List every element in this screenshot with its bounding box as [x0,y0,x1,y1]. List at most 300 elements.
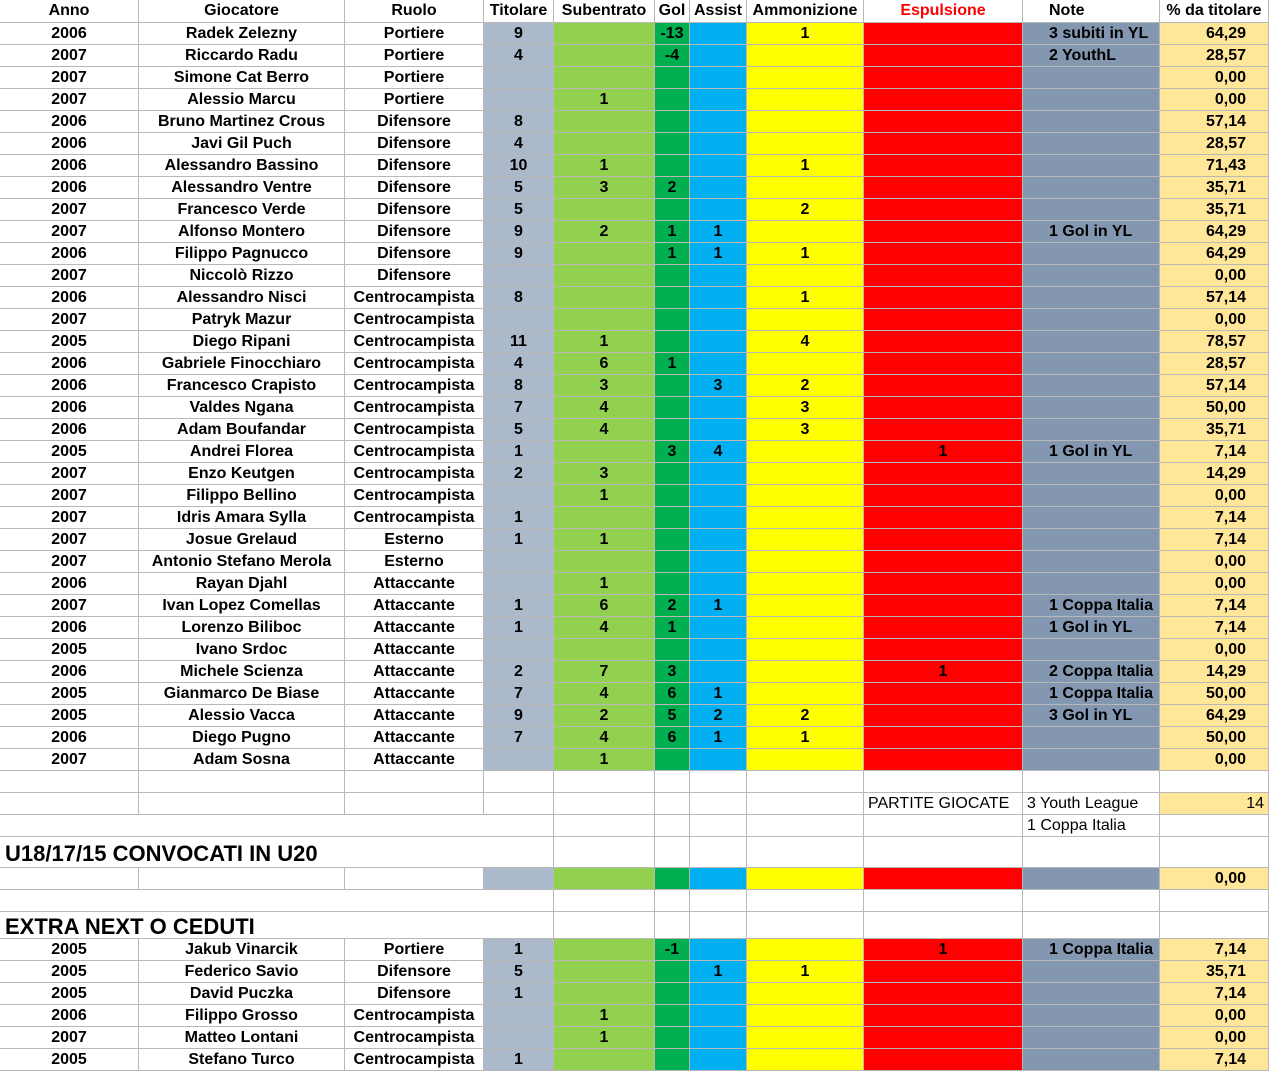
cell-titolare[interactable]: 5 [484,961,554,983]
cell-titolare[interactable]: 1 [484,1049,554,1071]
cell-assist[interactable]: 1 [690,243,747,265]
empty-cell[interactable] [864,912,1023,939]
empty-cell[interactable] [1160,837,1269,868]
cell-note[interactable] [1023,133,1160,155]
cell-subentrato[interactable]: 4 [554,419,655,441]
cell-ammonizione[interactable] [747,265,864,287]
cell-anno[interactable]: 2006 [0,661,139,683]
cell-assist[interactable] [690,939,747,961]
header-assist[interactable]: Assist [690,0,747,23]
cell-anno[interactable]: 2007 [0,463,139,485]
cell-giocatore[interactable]: Filippo Bellino [139,485,345,507]
cell-giocatore[interactable]: Niccolò Rizzo [139,265,345,287]
cell-assist[interactable] [690,309,747,331]
cell-ammonizione[interactable]: 4 [747,331,864,353]
cell-gol[interactable] [655,639,690,661]
cell-espulsione[interactable] [864,155,1023,177]
cell-percent[interactable]: 7,14 [1160,595,1269,617]
cell-ruolo[interactable]: Attaccante [345,617,484,639]
cell-ammonizione[interactable] [747,221,864,243]
cell-espulsione[interactable] [864,551,1023,573]
cell-ammonizione[interactable]: 1 [747,727,864,749]
cell-subentrato[interactable]: 1 [554,529,655,551]
cell-subentrato[interactable]: 4 [554,683,655,705]
partite-total[interactable]: 14 [1160,793,1269,815]
cell-gol[interactable]: 1 [655,617,690,639]
cell-gol[interactable] [655,133,690,155]
cell-gol[interactable] [655,1049,690,1071]
cell-subentrato[interactable] [554,507,655,529]
cell-ammonizione[interactable]: 1 [747,155,864,177]
cell-note[interactable] [1023,529,1160,551]
cell-percent[interactable]: 35,71 [1160,419,1269,441]
cell-subentrato[interactable]: 1 [554,485,655,507]
cell-ammonizione[interactable] [747,1027,864,1049]
cell-titolare[interactable] [484,67,554,89]
cell-espulsione[interactable] [864,67,1023,89]
cell-subentrato[interactable] [554,639,655,661]
cell-titolare[interactable]: 9 [484,243,554,265]
cell-percent[interactable]: 0,00 [1160,1005,1269,1027]
cell-anno[interactable]: 2007 [0,507,139,529]
empty-cell[interactable] [747,837,864,868]
cell-ammonizione[interactable] [747,45,864,67]
cell-assist[interactable] [690,983,747,1005]
cell-ammonizione[interactable] [747,353,864,375]
cell-percent[interactable]: 35,71 [1160,961,1269,983]
cell-titolare[interactable]: 5 [484,177,554,199]
cell-espulsione[interactable] [864,265,1023,287]
cell-ruolo[interactable]: Centrocampista [345,441,484,463]
empty-cell[interactable] [0,771,139,793]
cell-percent[interactable]: 35,71 [1160,177,1269,199]
cell-subentrato[interactable]: 7 [554,661,655,683]
cell-espulsione[interactable]: 1 [864,441,1023,463]
empty-cell[interactable] [690,793,747,815]
cell-espulsione[interactable] [864,705,1023,727]
cell-anno[interactable]: 2006 [0,155,139,177]
cell-titolare[interactable] [484,1027,554,1049]
cell-espulsione[interactable] [864,397,1023,419]
cell-anno[interactable]: 2006 [0,177,139,199]
cell-anno[interactable]: 2005 [0,331,139,353]
cell-ammonizione[interactable] [747,983,864,1005]
empty-cell[interactable] [554,837,655,868]
cell-anno[interactable]: 2007 [0,529,139,551]
cell-ammonizione[interactable]: 2 [747,199,864,221]
cell-anno[interactable]: 2007 [0,595,139,617]
cell-percent[interactable]: 0,00 [1160,1027,1269,1049]
cell-assist[interactable] [690,463,747,485]
cell-espulsione[interactable] [864,287,1023,309]
cell-ammonizione[interactable] [747,529,864,551]
cell-espulsione[interactable] [864,639,1023,661]
empty-cell[interactable] [554,771,655,793]
cell-ammonizione[interactable] [747,67,864,89]
cell-assist[interactable] [690,639,747,661]
cell-espulsione[interactable] [864,243,1023,265]
cell-assist[interactable] [690,177,747,199]
cell-note[interactable] [1023,573,1160,595]
cell-ammonizione[interactable] [747,177,864,199]
cell-titolare[interactable]: 9 [484,705,554,727]
cell-note[interactable] [1023,463,1160,485]
cell-anno[interactable]: 2006 [0,133,139,155]
cell-ruolo[interactable]: Centrocampista [345,331,484,353]
cell-titolare[interactable]: 1 [484,529,554,551]
cell-ammonizione[interactable] [747,1005,864,1027]
cell-gol[interactable] [655,551,690,573]
cell-gol[interactable] [655,485,690,507]
cell-anno[interactable]: 2007 [0,485,139,507]
cell-ammonizione[interactable] [747,749,864,771]
cell-ruolo[interactable]: Difensore [345,221,484,243]
cell-giocatore[interactable]: Andrei Florea [139,441,345,463]
cell-titolare[interactable] [484,1005,554,1027]
cell-anno[interactable]: 2007 [0,221,139,243]
cell-espulsione[interactable] [864,595,1023,617]
cell-espulsione[interactable]: 1 [864,661,1023,683]
cell-ruolo[interactable]: Attaccante [345,639,484,661]
cell-ammonizione[interactable] [747,683,864,705]
cell-note[interactable] [1023,331,1160,353]
header-subentrato[interactable]: Subentrato [554,0,655,23]
cell-percent[interactable]: 28,57 [1160,133,1269,155]
cell-giocatore[interactable]: Adam Boufandar [139,419,345,441]
cell-ammonizione[interactable]: 1 [747,243,864,265]
cell-assist[interactable] [690,89,747,111]
cell-titolare[interactable]: 5 [484,419,554,441]
cell-anno[interactable]: 2006 [0,111,139,133]
cell-assist[interactable] [690,155,747,177]
empty-cell[interactable] [484,837,554,868]
cell-espulsione[interactable] [864,111,1023,133]
cell-espulsione[interactable] [864,983,1023,1005]
cell-gol[interactable]: 1 [655,353,690,375]
cell-subentrato[interactable] [554,199,655,221]
cell-titolare[interactable]: 2 [484,463,554,485]
cell-espulsione[interactable] [864,419,1023,441]
cell-titolare[interactable]: 4 [484,133,554,155]
empty-cell[interactable] [1023,890,1160,912]
cell-giocatore[interactable]: Riccardo Radu [139,45,345,67]
cell-note[interactable]: 1 Gol in YL [1023,441,1160,463]
cell-gol[interactable] [655,961,690,983]
cell-ammonizione[interactable] [747,441,864,463]
cell-espulsione[interactable] [864,1027,1023,1049]
cell-anno[interactable]: 2006 [0,617,139,639]
empty-cell[interactable] [690,771,747,793]
header-ruolo[interactable]: Ruolo [345,0,484,23]
cell-giocatore[interactable]: Ivan Lopez Comellas [139,595,345,617]
cell-percent[interactable]: 7,14 [1160,939,1269,961]
empty-cell[interactable] [690,890,747,912]
empty-cell[interactable] [554,815,655,837]
cell-espulsione[interactable] [864,375,1023,397]
cell-gol[interactable] [655,1027,690,1049]
cell-giocatore[interactable]: Patryk Mazur [139,309,345,331]
cell-assist[interactable] [690,331,747,353]
cell-gol[interactable] [655,67,690,89]
cell-ammonizione[interactable]: 1 [747,961,864,983]
cell-anno[interactable]: 2006 [0,419,139,441]
cell-giocatore[interactable]: Alessandro Bassino [139,155,345,177]
cell-espulsione[interactable] [864,727,1023,749]
empty-cell[interactable] [484,771,554,793]
empty-cell[interactable] [0,815,139,837]
cell-percent[interactable]: 0,00 [1160,868,1269,890]
cell-giocatore[interactable]: Idris Amara Sylla [139,507,345,529]
header-ammonizione[interactable]: Ammonizione [747,0,864,23]
cell-ruolo[interactable]: Centrocampista [345,463,484,485]
cell-assist[interactable] [690,1005,747,1027]
cell-ammonizione[interactable]: 2 [747,375,864,397]
empty-cell[interactable] [554,793,655,815]
cell-note[interactable] [1023,199,1160,221]
cell-assist[interactable] [690,199,747,221]
cell-titolare[interactable]: 8 [484,111,554,133]
empty-cell[interactable] [747,815,864,837]
cell-gol[interactable] [655,155,690,177]
cell-percent[interactable]: 57,14 [1160,375,1269,397]
cell-assist[interactable]: 3 [690,375,747,397]
cell-titolare[interactable]: 4 [484,45,554,67]
cell-ruolo[interactable]: Centrocampista [345,375,484,397]
cell-note[interactable]: 3 Gol in YL [1023,705,1160,727]
cell-espulsione[interactable] [864,133,1023,155]
cell-ammonizione[interactable] [747,595,864,617]
cell-giocatore[interactable]: Bruno Martinez Crous [139,111,345,133]
cell-percent[interactable]: 0,00 [1160,749,1269,771]
cell-note[interactable] [1023,961,1160,983]
cell-titolare[interactable] [484,639,554,661]
cell-titolare[interactable] [484,749,554,771]
cell-giocatore[interactable]: Alessandro Nisci [139,287,345,309]
cell-titolare[interactable] [484,265,554,287]
cell-percent[interactable]: 0,00 [1160,639,1269,661]
cell-gol[interactable]: 3 [655,441,690,463]
cell-anno[interactable]: 2005 [0,441,139,463]
cell-ruolo[interactable]: Difensore [345,983,484,1005]
cell-anno[interactable]: 2006 [0,1005,139,1027]
cell-giocatore[interactable]: Javi Gil Puch [139,133,345,155]
cell-gol[interactable]: 2 [655,177,690,199]
cell-note[interactable] [1023,353,1160,375]
cell-titolare[interactable] [484,573,554,595]
cell-anno[interactable]: 2007 [0,309,139,331]
cell-anno[interactable]: 2007 [0,1027,139,1049]
cell-giocatore[interactable]: Lorenzo Biliboc [139,617,345,639]
cell-anno[interactable]: 2006 [0,23,139,45]
cell-espulsione[interactable] [864,199,1023,221]
cell-anno[interactable] [0,868,139,890]
cell-percent[interactable]: 14,29 [1160,661,1269,683]
cell-gol[interactable] [655,309,690,331]
cell-note[interactable] [1023,419,1160,441]
cell-gol[interactable]: 3 [655,661,690,683]
cell-giocatore[interactable]: Alfonso Montero [139,221,345,243]
cell-ammonizione[interactable] [747,1049,864,1071]
empty-cell[interactable] [1023,837,1160,868]
cell-ruolo[interactable]: Difensore [345,111,484,133]
cell-percent[interactable]: 28,57 [1160,45,1269,67]
cell-percent[interactable]: 64,29 [1160,705,1269,727]
cell-giocatore[interactable]: Francesco Crapisto [139,375,345,397]
cell-espulsione[interactable] [864,463,1023,485]
cell-percent[interactable]: 0,00 [1160,573,1269,595]
cell-assist[interactable] [690,868,747,890]
cell-note[interactable] [1023,639,1160,661]
cell-giocatore[interactable]: Filippo Grosso [139,1005,345,1027]
cell-ruolo[interactable]: Difensore [345,199,484,221]
cell-anno[interactable]: 2005 [0,939,139,961]
cell-note[interactable]: 1 Coppa Italia [1023,683,1160,705]
cell-subentrato[interactable]: 2 [554,705,655,727]
empty-cell[interactable] [655,837,690,868]
cell-gol[interactable] [655,287,690,309]
cell-gol[interactable]: -13 [655,23,690,45]
empty-cell[interactable] [1160,815,1269,837]
cell-anno[interactable]: 2007 [0,199,139,221]
cell-titolare[interactable]: 1 [484,617,554,639]
cell-subentrato[interactable] [554,309,655,331]
cell-espulsione[interactable] [864,749,1023,771]
cell-titolare[interactable]: 10 [484,155,554,177]
cell-ruolo[interactable]: Difensore [345,133,484,155]
empty-cell[interactable] [655,793,690,815]
cell-note[interactable]: 2 Coppa Italia [1023,661,1160,683]
cell-percent[interactable]: 71,43 [1160,155,1269,177]
cell-assist[interactable] [690,661,747,683]
cell-titolare[interactable]: 2 [484,661,554,683]
empty-cell[interactable] [484,815,554,837]
cell-percent[interactable]: 0,00 [1160,309,1269,331]
cell-titolare[interactable]: 1 [484,939,554,961]
cell-subentrato[interactable] [554,243,655,265]
cell-ruolo[interactable]: Centrocampista [345,397,484,419]
cell-subentrato[interactable] [554,111,655,133]
cell-espulsione[interactable] [864,507,1023,529]
cell-ruolo[interactable]: Difensore [345,265,484,287]
cell-ruolo[interactable]: Difensore [345,177,484,199]
empty-cell[interactable] [345,771,484,793]
cell-ruolo[interactable]: Attaccante [345,661,484,683]
cell-percent[interactable]: 64,29 [1160,221,1269,243]
cell-giocatore[interactable]: Adam Sosna [139,749,345,771]
cell-assist[interactable] [690,485,747,507]
cell-percent[interactable]: 50,00 [1160,683,1269,705]
empty-cell[interactable] [864,837,1023,868]
empty-cell[interactable] [345,815,484,837]
empty-cell[interactable] [0,890,139,912]
cell-gol[interactable]: 2 [655,595,690,617]
cell-percent[interactable]: 57,14 [1160,287,1269,309]
cell-titolare[interactable]: 7 [484,727,554,749]
empty-cell[interactable] [484,793,554,815]
cell-giocatore[interactable]: Gianmarco De Biase [139,683,345,705]
cell-assist[interactable] [690,507,747,529]
empty-cell[interactable] [1160,912,1269,939]
cell-note[interactable] [1023,67,1160,89]
cell-ruolo[interactable]: Difensore [345,155,484,177]
cell-subentrato[interactable] [554,45,655,67]
cell-gol[interactable] [655,1005,690,1027]
cell-giocatore[interactable]: Matteo Lontani [139,1027,345,1049]
cell-anno[interactable]: 2006 [0,573,139,595]
youth-league-count[interactable]: 3 Youth League [1023,793,1160,815]
cell-giocatore[interactable]: Rayan Djahl [139,573,345,595]
cell-anno[interactable]: 2007 [0,89,139,111]
cell-titolare[interactable]: 4 [484,353,554,375]
cell-gol[interactable] [655,89,690,111]
empty-cell[interactable] [484,890,554,912]
cell-subentrato[interactable] [554,133,655,155]
cell-assist[interactable] [690,749,747,771]
cell-anno[interactable]: 2006 [0,397,139,419]
cell-percent[interactable]: 0,00 [1160,67,1269,89]
partite-giocate-label[interactable]: PARTITE GIOCATE [864,793,1023,815]
cell-subentrato[interactable] [554,67,655,89]
cell-assist[interactable] [690,397,747,419]
empty-cell[interactable] [1023,771,1160,793]
cell-subentrato[interactable] [554,1049,655,1071]
cell-espulsione[interactable] [864,868,1023,890]
cell-note[interactable] [1023,507,1160,529]
cell-assist[interactable]: 1 [690,221,747,243]
empty-cell[interactable] [1023,912,1160,939]
cell-ammonizione[interactable]: 1 [747,287,864,309]
cell-note[interactable] [1023,1027,1160,1049]
cell-ammonizione[interactable] [747,111,864,133]
empty-cell[interactable] [655,890,690,912]
cell-percent[interactable]: 7,14 [1160,617,1269,639]
cell-percent[interactable]: 0,00 [1160,265,1269,287]
cell-ruolo[interactable]: Portiere [345,23,484,45]
cell-ruolo[interactable]: Centrocampista [345,485,484,507]
cell-giocatore[interactable]: Radek Zelezny [139,23,345,45]
cell-gol[interactable] [655,265,690,287]
cell-ammonizione[interactable] [747,133,864,155]
cell-subentrato[interactable] [554,551,655,573]
cell-subentrato[interactable]: 4 [554,727,655,749]
cell-assist[interactable] [690,1049,747,1071]
cell-ruolo[interactable]: Centrocampista [345,309,484,331]
cell-subentrato[interactable]: 4 [554,617,655,639]
cell-gol[interactable] [655,529,690,551]
cell-note[interactable]: 1 Coppa Italia [1023,939,1160,961]
cell-giocatore[interactable]: Alessio Marcu [139,89,345,111]
cell-ammonizione[interactable] [747,485,864,507]
cell-percent[interactable]: 0,00 [1160,485,1269,507]
cell-ruolo[interactable]: Portiere [345,45,484,67]
cell-note[interactable] [1023,265,1160,287]
cell-note[interactable] [1023,397,1160,419]
cell-subentrato[interactable]: 1 [554,749,655,771]
cell-note[interactable]: 1 Gol in YL [1023,617,1160,639]
cell-gol[interactable]: -1 [655,939,690,961]
cell-gol[interactable]: 5 [655,705,690,727]
cell-subentrato[interactable]: 1 [554,573,655,595]
cell-note[interactable] [1023,375,1160,397]
cell-titolare[interactable] [484,309,554,331]
empty-cell[interactable] [1160,890,1269,912]
cell-ammonizione[interactable] [747,661,864,683]
cell-giocatore[interactable]: Michele Scienza [139,661,345,683]
cell-ruolo[interactable]: Centrocampista [345,1049,484,1071]
cell-subentrato[interactable] [554,265,655,287]
cell-subentrato[interactable] [554,287,655,309]
cell-ruolo[interactable] [345,868,484,890]
